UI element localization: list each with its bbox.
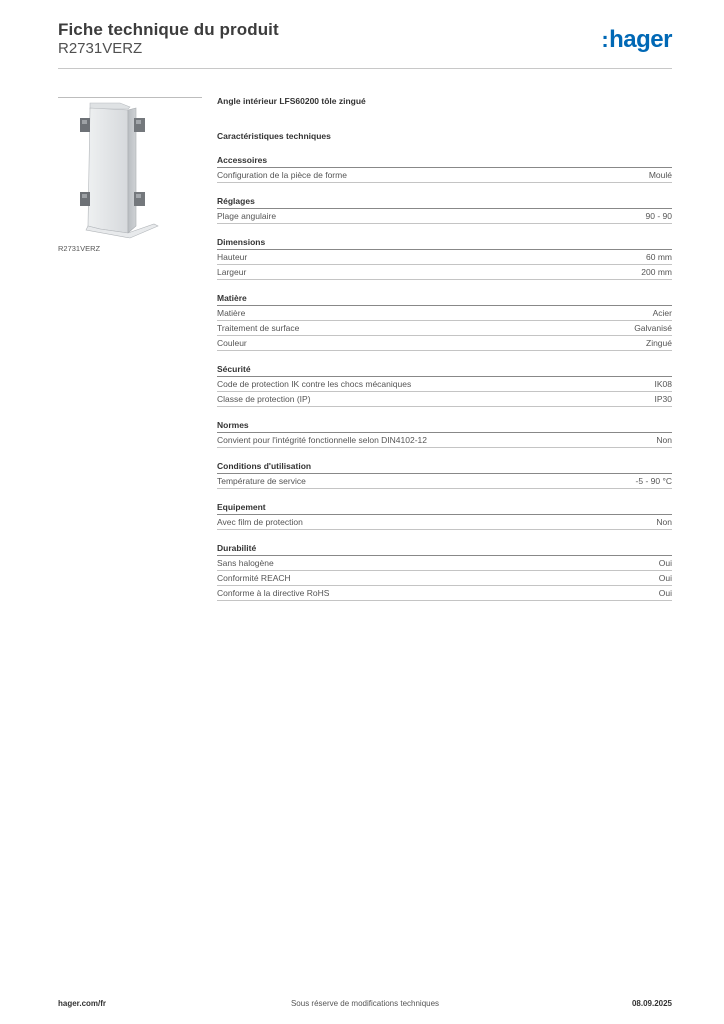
specifications: [217, 95, 672, 601]
spec-value: Non: [656, 517, 672, 527]
section-title: Réglages: [217, 195, 672, 209]
spec-label: Code de protection IK contre les chocs mécaniques: [217, 379, 412, 389]
section-title: Matière: [217, 292, 672, 306]
spec-value: Oui: [658, 558, 672, 568]
section-title: Dimensions: [217, 236, 672, 250]
spec-row: [217, 433, 672, 448]
section-title: Equipement: [217, 501, 672, 515]
spec-row: [217, 265, 672, 280]
spec-value: Oui: [658, 573, 672, 583]
section-title: Conditions d'utilisation: [217, 460, 672, 474]
spec-row: [217, 250, 672, 265]
spec-section: [217, 195, 672, 224]
spec-row: [217, 556, 672, 571]
spec-row: [217, 377, 672, 392]
spec-row: [217, 209, 672, 224]
section-title: Sécurité: [217, 363, 672, 377]
spec-value: -5 - 90 °C: [635, 476, 672, 486]
spec-row: [217, 474, 672, 489]
section-title: Normes: [217, 419, 672, 433]
spec-section: [217, 460, 672, 489]
spec-label: Convient pour l'intégrité fonctionnelle selon DIN4102-12: [217, 435, 428, 445]
spec-label: Sans halogène: [217, 558, 274, 568]
spec-label: Hauteur: [217, 252, 248, 262]
spec-section: [217, 154, 672, 183]
spec-value: 90 - 90: [645, 211, 672, 221]
spec-section: [217, 236, 672, 280]
spec-label: Traitement de surface: [217, 323, 300, 333]
spec-label: Largeur: [217, 267, 247, 277]
spec-section: [217, 501, 672, 530]
spec-value: IP30: [654, 394, 672, 404]
spec-row: [217, 571, 672, 586]
spec-label: Configuration de la pièce de forme: [217, 170, 347, 180]
document-title: Fiche technique du produit: [58, 20, 279, 39]
spec-value: 200 mm: [641, 267, 672, 277]
spec-row: [217, 336, 672, 351]
technical-characteristics-heading: Caractéristiques techniques: [217, 131, 331, 141]
corner-piece-illustration: [58, 98, 202, 239]
spec-label: Matière: [217, 308, 246, 318]
spec-section: [217, 419, 672, 448]
header-divider: [58, 68, 672, 69]
section-title: Accessoires: [217, 154, 672, 168]
footer-disclaimer: Sous réserve de modifications techniques: [290, 999, 440, 1008]
spec-label: Classe de protection (IP): [217, 394, 311, 404]
footer-date: 08.09.2025: [631, 999, 672, 1008]
footer-website-link[interactable]: hager.com/fr: [58, 999, 107, 1008]
logo-colon: :: [601, 27, 609, 52]
logo-text: hager: [609, 26, 672, 53]
spec-sections: [217, 154, 672, 601]
spec-label: Température de service: [217, 476, 306, 486]
image-caption: R2731VERZ: [58, 244, 101, 253]
spec-section: [217, 542, 672, 601]
product-reference: R2731VERZ: [58, 40, 143, 57]
spec-label: Avec film de protection: [217, 517, 303, 527]
spec-label: Couleur: [217, 338, 247, 348]
spec-row: [217, 515, 672, 530]
page-footer: [58, 998, 672, 1010]
hager-logo[interactable]: [601, 26, 672, 54]
spec-value: Galvanisé: [634, 323, 672, 333]
product-name: Angle intérieur LFS60200 tôle zingué: [217, 96, 366, 106]
spec-row: [217, 306, 672, 321]
spec-row: [217, 321, 672, 336]
spec-row: [217, 586, 672, 601]
spec-value: Moulé: [648, 170, 672, 180]
spec-section: [217, 292, 672, 351]
spec-label: Conforme à la directive RoHS: [217, 588, 330, 598]
spec-row: [217, 392, 672, 407]
spec-value: Oui: [658, 588, 672, 598]
section-title: Durabilité: [217, 542, 672, 556]
spec-section: [217, 363, 672, 407]
product-image: [58, 97, 202, 239]
spec-label: Plage angulaire: [217, 211, 277, 221]
spec-value: 60 mm: [646, 252, 672, 262]
spec-value: Zingué: [646, 338, 672, 348]
spec-value: IK08: [654, 379, 672, 389]
spec-label: Conformité REACH: [217, 573, 291, 583]
spec-value: Acier: [652, 308, 672, 318]
spec-row: [217, 168, 672, 183]
spec-value: Non: [656, 435, 672, 445]
